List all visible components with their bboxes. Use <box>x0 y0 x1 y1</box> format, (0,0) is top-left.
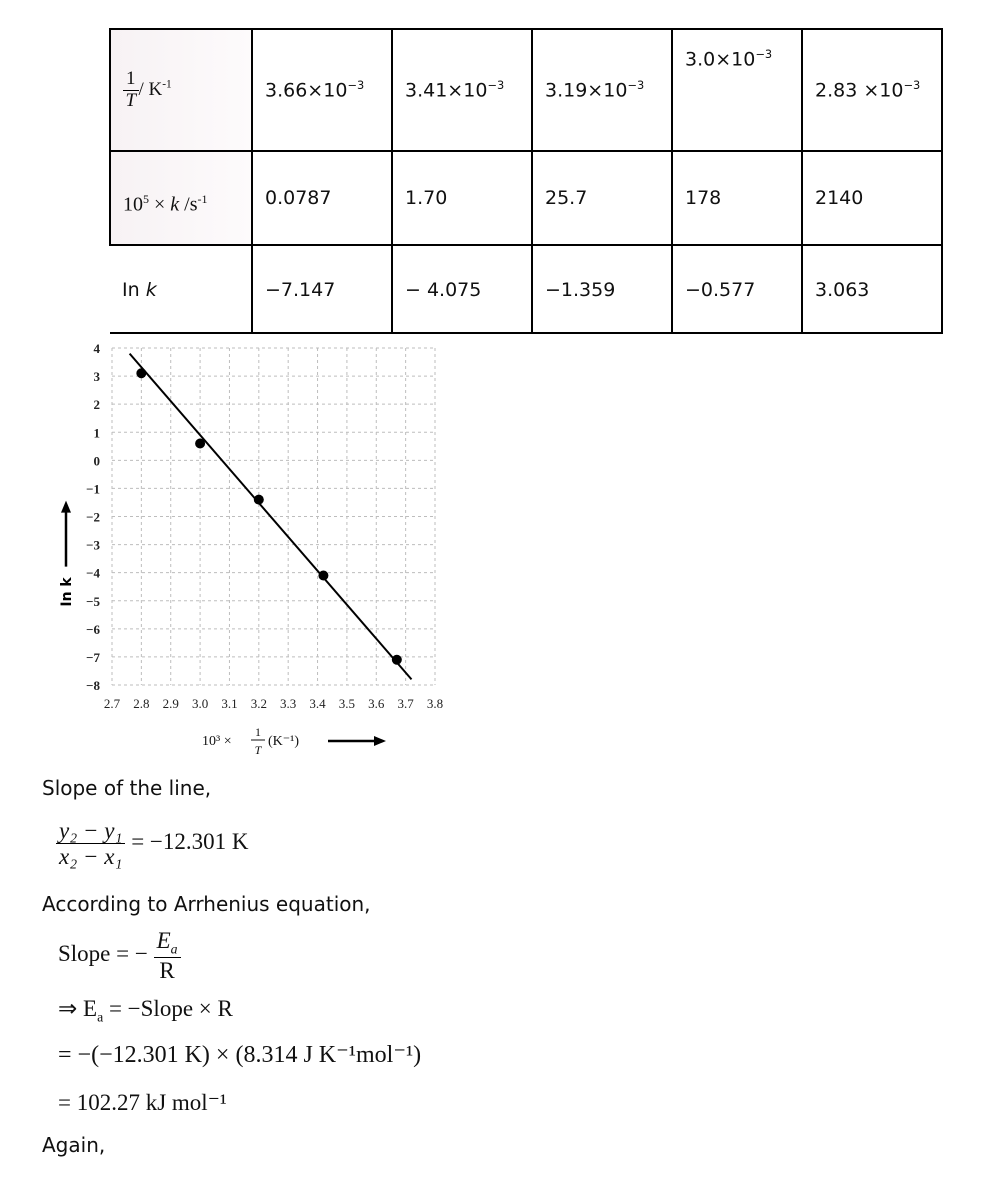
table-cell: −0.577 <box>672 245 802 333</box>
inverse-t-fraction: $\frac{1}{T}$ <box>123 69 139 112</box>
x-tick-label: 3.3 <box>280 696 297 711</box>
data-point <box>392 655 402 665</box>
data-point <box>254 495 264 505</box>
y-tick-label: 2 <box>93 397 100 413</box>
x-tick-label: 3.6 <box>368 696 385 711</box>
x-tick-label: 3.8 <box>426 696 444 711</box>
y-tick-label: 4 <box>93 341 100 356</box>
data-point <box>195 438 205 448</box>
x-tick-label: 2.8 <box>133 696 150 711</box>
y-axis-label-group <box>59 501 75 607</box>
x-axis-label-prefix: 10³ × <box>202 734 232 749</box>
slope-equation: Slope = − $\frac{E_a}{R}$ <box>58 928 181 983</box>
x-tick-label: 3.0 <box>191 696 209 711</box>
table-cell: 178 <box>672 151 802 245</box>
x-axis-arrowhead <box>374 736 386 746</box>
row-label-ln-k: In k <box>110 245 252 333</box>
x-tick-label: 3.2 <box>250 696 267 711</box>
trend-line <box>130 354 412 680</box>
table-cell: $3.19\times 10^{-3}$ <box>532 29 672 151</box>
table-cell: $3.66\times 10^{-3}$ <box>252 29 392 151</box>
table-cell: 2140 <box>802 151 942 245</box>
y-tick-label: −7 <box>86 649 100 665</box>
table-cell: $3.0\times 10^{-3}$ <box>672 29 802 151</box>
y-tick-label: 3 <box>93 369 100 385</box>
x-tick-label: 2.7 <box>103 696 121 711</box>
row-label-inverse-temperature: $\frac{1}{T}$ / $K^{-1}$ <box>110 29 252 151</box>
table-row-ln-k <box>110 245 942 333</box>
y-tick-label: −2 <box>86 509 100 525</box>
data-point <box>318 570 328 580</box>
table-cell: 25.7 <box>532 151 672 245</box>
y-tick-label: −6 <box>86 621 100 637</box>
ea-equation: ⇒ $E_a$ = −Slope × R <box>58 996 233 1025</box>
arrhenius-intro: According to Arrhenius equation, <box>42 892 371 916</box>
again-text: Again, <box>42 1133 106 1157</box>
x-axis-label-numerator: 1 <box>255 725 261 739</box>
table-cell: − 4.075 <box>392 245 532 333</box>
table-cell: 1.70 <box>392 151 532 245</box>
y-tick-label: 1 <box>93 425 100 441</box>
x-tick-label: 3.5 <box>338 696 356 711</box>
slope-formula: $\frac{\text{y₂ − y₁}}{\text{x₂ − x₁}}$ = −12.301 K <box>56 818 249 870</box>
y-tick-label: −5 <box>86 593 100 609</box>
table-cell: −1.359 <box>532 245 672 333</box>
x-tick-label: 3.7 <box>397 696 414 711</box>
x-axis-label-unit: (K⁻¹) <box>268 734 300 749</box>
table-cell: −7.147 <box>252 245 392 333</box>
table-cell: 3.063 <box>802 245 942 333</box>
table-row-inverse-temperature <box>110 29 942 151</box>
table-cell: $2.83 \times 10^{-3}$ <box>802 29 942 151</box>
y-tick-label: −3 <box>86 537 100 553</box>
y-axis-label: In k <box>59 577 75 607</box>
y-tick-label: −1 <box>86 481 100 497</box>
data-table <box>109 28 943 334</box>
slope-intro: Slope of the line, <box>42 776 212 800</box>
y-tick-label: −8 <box>86 678 100 693</box>
x-tick-label: 3.1 <box>221 696 238 711</box>
table-row-rate-constant <box>110 151 942 245</box>
result-line: = 102.27 kJ mol⁻¹ <box>58 1090 227 1115</box>
table-cell: 0.0787 <box>252 151 392 245</box>
calculation-line: = −(−12.301 K) × (8.314 J K⁻¹mol⁻¹) <box>58 1042 422 1068</box>
y-tick-label: 0 <box>93 453 100 469</box>
y-tick-label: −4 <box>86 565 100 581</box>
data-point <box>136 368 146 378</box>
table-cell: $3.41\times 10^{-3}$ <box>392 29 532 151</box>
x-tick-label: 2.9 <box>162 696 179 711</box>
arrhenius-plot <box>40 330 460 770</box>
row-label-rate-constant: $10^5 \times k$ $/s^{-1}$ <box>110 151 252 245</box>
x-tick-label: 3.4 <box>309 696 326 711</box>
x-axis-label-denominator: T <box>254 743 262 757</box>
y-axis-arrowhead <box>61 501 71 513</box>
